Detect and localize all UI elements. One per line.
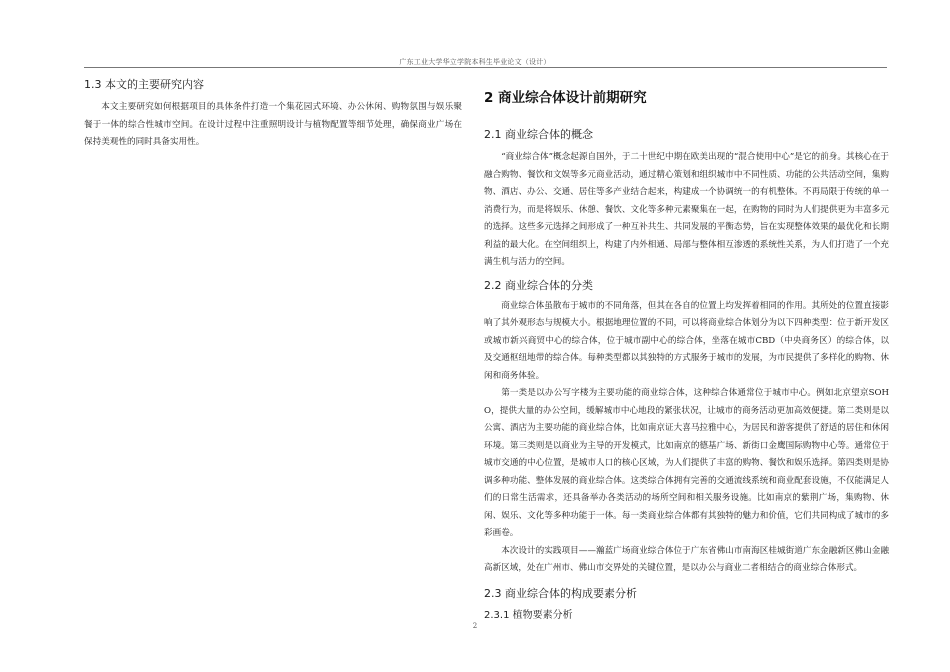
section-2-2-paragraph-2: 第一类是以办公写字楼为主要功能的商业综合体，这种综合体通常位于城市中心。例如北京望京SOHO，提供大量的办公空间，缓解城市中心地段的紧张状况，让城市的商务活动更加高效便捷。第二类则是以公寓、酒店为主要功能的商业综合体，比如南京证大喜马拉雅中心，为居民和游客提供了舒适的居住和休闲环境。第三类则是以商业为主导的开发模式，比如南京的德基广场、新街口金鹰国际购物中心等。通常位于城市交通的中心位置，是城市人口的核心区域，为人们提供了丰富的购物、餐饮和娱乐选择。第四类则是协调多种功能、整体发展的商业综合体。这类综合体拥有完善的交通流线系统和商业配套设施，不仅能满足人们的日常生活需求，还具备举办各类活动的场所空间和相关服务设施。比如南京的紫荆广场，集购物、休闲、娱乐、文化等多种功能于一体。每一类商业综合体都有其独特的魅力和价值，它们共同构成了城市的多彩画卷。 (484, 388, 889, 538)
section-title-2-3-1: 2.3.1 植物要素分析 (484, 609, 573, 621)
left-column (84, 75, 462, 152)
section-2-2-paragraph-1: 商业综合体虽散布于城市的不同角落，但其在各自的位置上均发挥着相同的作用。其所处的位置直接影响了其外观形态与规模大小。根据地理位置的不同，可以将商业综合体划分为以下四种类型：位于新开发区或城市新兴商贸中心的综合体，位于城市副中心的综合体，坐落在城市CBD（中央商务区）的综合体，以及交通枢纽地带的综合体。每种类型都以其独特的方式服务于城市的发展，为市民提供了多样化的购物、休闲和商务体验。 (484, 300, 889, 381)
section-1-3-paragraph: 本文主要研究如何根据项目的具体条件打造一个集花园式环境、办公休闲、购物氛围与娱乐聚餐于一体的综合性城市空间。在设计过程中注重照明设计与植物配置等细节处理，确保商业广场在保持美观性的同时具备实用性。 (84, 102, 462, 147)
section-title-2-2: 2.2 商业综合体的分类 (484, 278, 593, 292)
section-title-2-3: 2.3 商业综合体的构成要素分析 (484, 586, 637, 600)
section-title-1-3: 1.3 本文的主要研究内容 (84, 78, 204, 91)
section-2-1-paragraph: “商业综合体”概念起源自国外，于二十世纪中期在欧美出现的“混合使用中心”是它的前身。其核心在于融合购物、餐饮和文娱等多元商业活动，通过精心策划和组织城市中不同性质、功能的公共活动空间，集购物、酒店、办公、交通、居住等多产业结合起来，构建成一个协调统一的有机整体。不再局限于传统的单一消费行为，而是将娱乐、休憩、餐饮、文化等多种元素聚集在一起，在购物的同时为人们提供更为丰富多元的选择。这些多元选择之间形成了一种互补共生、共同发展的平衡态势，旨在实现整体效果的最优化和长期利益的最大化。在空间组织上，构建了内外相通、局部与整体相互渗透的系统性关系，为人们打造了一个充满生机与活力的空间。 (484, 152, 889, 267)
page-header: 广东工业大学华立学院本科生毕业论文（设计） (399, 58, 551, 66)
header-rule (84, 67, 887, 68)
right-column (484, 75, 889, 626)
section-2-2-paragraph-3: 本次设计的实践项目——瀚蓝广场商业综合体位于广东省佛山市南海区桂城街道广东金融新区佛山金融高新区域，处在广州市、佛山市交界处的关键位置，是以办公与商业二者相结合的商业综合体形式。 (484, 545, 889, 573)
section-title-2-1: 2.1 商业综合体的概念 (484, 128, 593, 141)
page-number: 2 (472, 622, 478, 630)
chapter-title-2: 2 商业综合体设计前期研究 (484, 90, 647, 106)
